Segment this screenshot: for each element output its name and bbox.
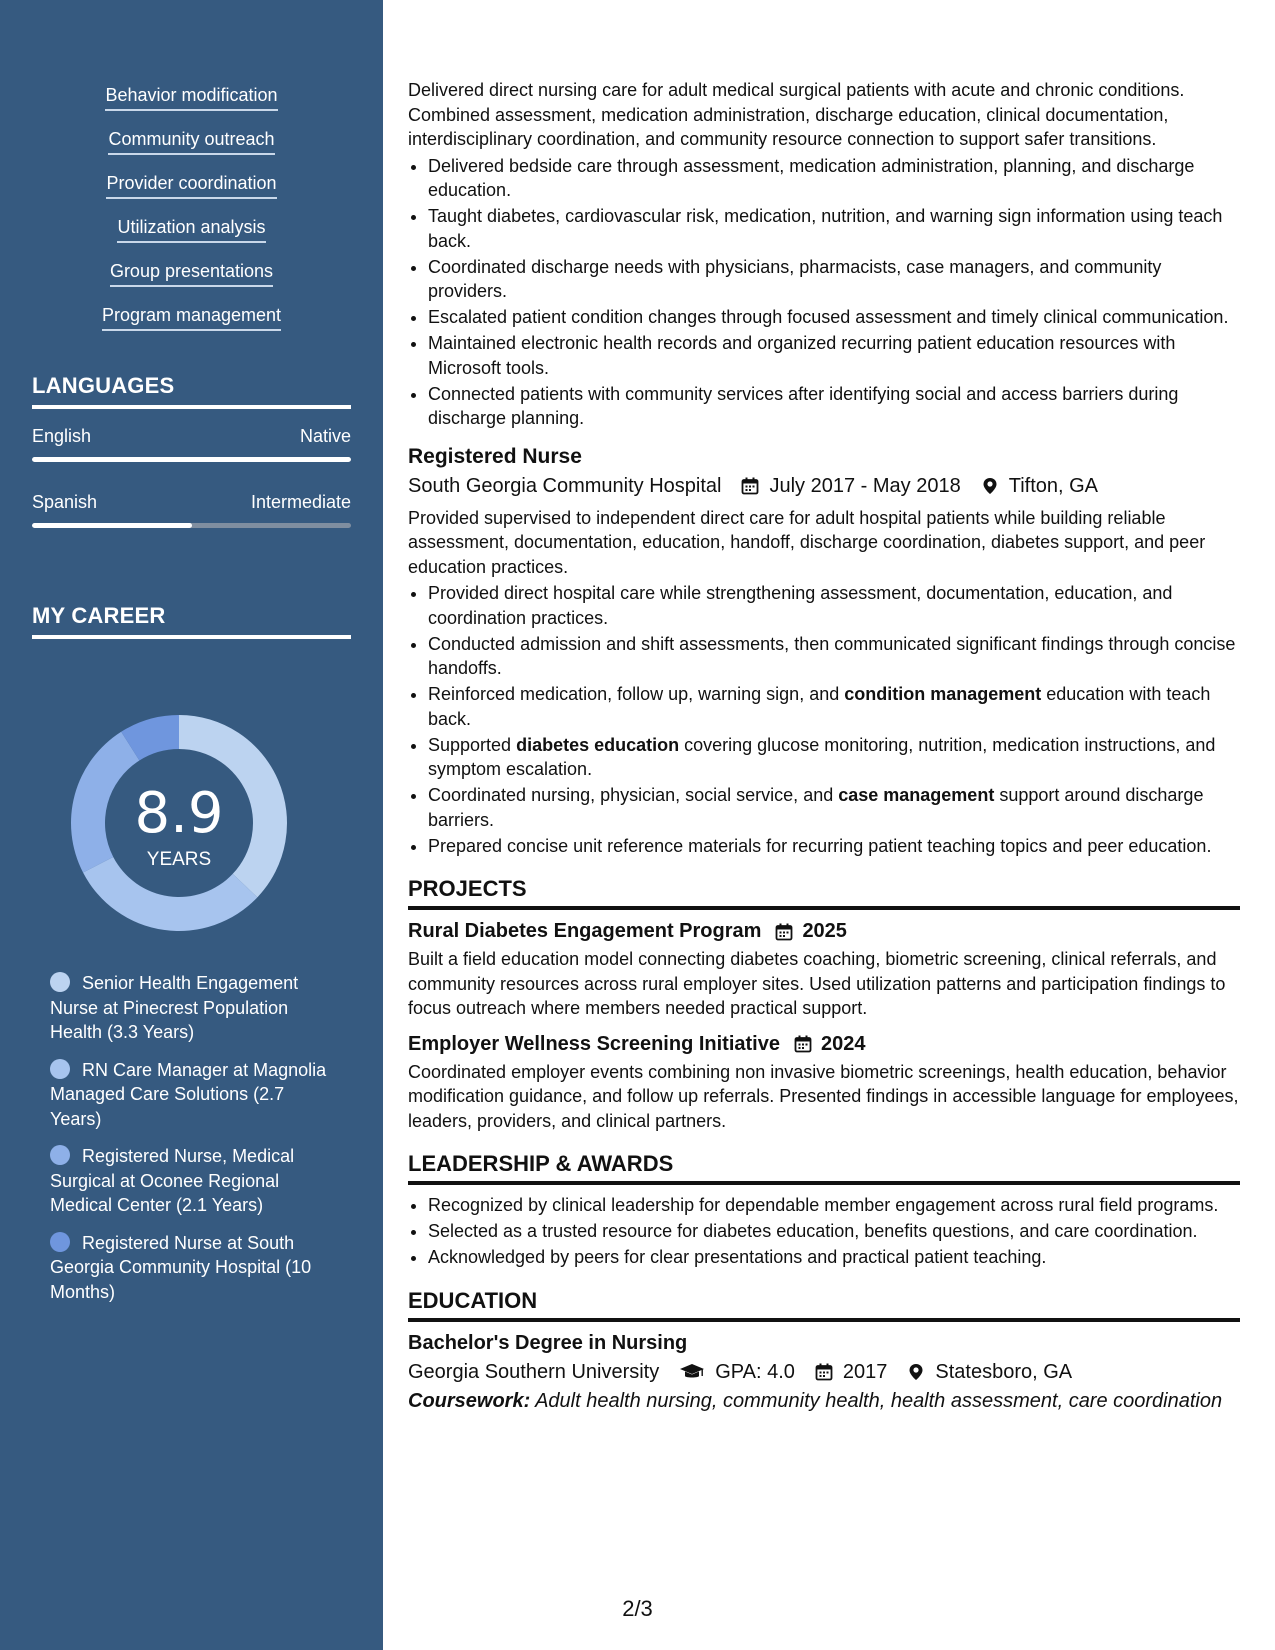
legend-dot [50,972,70,992]
project-title: Employer Wellness Screening Initiative 2024 [408,1032,866,1055]
project-year: 2025 [802,920,847,942]
project-description: Built a field education model connecting diabetes coaching, biometric screening, clinical referrals, and community resources across rural employer sites. Used utilization patterns and participation findings to focus outreach where members needed practical support. [408,949,1226,1018]
language-level: Native [299,426,351,446]
calendar-icon [815,1363,833,1381]
language-name: Spanish [32,492,98,512]
skill-item: Program management [102,304,281,331]
language-bar [32,523,351,528]
career-heading: MY CAREER [32,603,351,639]
career-legend-item [50,1144,340,1218]
career-legend [50,971,340,1317]
coursework: Coursework: Adult health nursing, community health, health assessment, care coordination [408,1389,1223,1412]
education-location: Statesboro, GA [935,1360,1073,1383]
language-bar [32,457,351,462]
language-bar-fill [32,457,351,462]
language-english [32,426,351,462]
bullet-item: • Prepared concise unit reference materials for recurring patient teaching topics and peer education. [428,834,1240,859]
project-title: Rural Diabetes Engagement Program 2025 [408,920,847,942]
bullet-item: • Escalated patient condition changes through focused assessment and timely clinical communication. [428,305,1240,330]
career-donut-chart [64,708,294,938]
bullet-item: • Conducted admission and shift assessments, then communicated significant findings through concise handoffs. [428,632,1240,681]
projects-heading: PROJECTS [408,876,1240,910]
main-content [408,78,1240,1413]
skill-item: Provider coordination [106,172,276,199]
bullet-item: • Recognized by clinical leadership for dependable member engagement across rural field programs. [428,1193,1240,1218]
project-description: Coordinated employer events combining non invasive biometric screenings, health education, behavior modification guidance, and follow up referrals. Presented findings in accessible language for employees, leaders, providers, and clinical partners. [408,1061,1239,1131]
job-meta [408,475,1240,498]
legend-label: Registered Nurse at South Georgia Community Hospital (10 Months) [50,1232,312,1302]
job-location: Tifton, GA [1008,474,1099,497]
job-summary: Delivered direct nursing care for adult medical surgical patients with acute and chronic conditions. Combined assessment, medication administration, discharge education, clinical documentation, interdisciplinary coordination, and community resource connection to support safer transitions. [408,80,1185,149]
skill-item: Group presentations [110,260,273,287]
project-year: 2024 [820,1032,866,1055]
bullet-item: • Delivered bedside care through assessment, medication administration, planning, and discharge education. [428,154,1240,203]
employer: South Georgia Community Hospital [408,474,722,497]
location-pin-icon [981,477,999,495]
leadership-list [408,1193,1240,1270]
gpa: GPA: 4.0 [715,1360,795,1383]
skill-item: Behavior modification [105,84,277,111]
job-dates: July 2017 - May 2018 [769,474,961,497]
legend-label: Senior Health Engagement Nurse at Pinecrest Population Health (3.3 Years) [50,973,299,1042]
career-total: 8.9 [134,781,224,846]
language-bar-fill [32,523,192,528]
language-level: Intermediate [250,492,351,512]
bullet-item: • Connected patients with community services after identifying social and access barriers during discharge planning. [428,382,1240,431]
bullet-item: • Coordinated discharge needs with physicians, pharmacists, case managers, and community providers. [428,255,1240,304]
legend-dot [50,1232,70,1252]
language-name: English [32,426,92,446]
sidebar [0,0,383,1650]
career-legend-item [50,1058,340,1132]
calendar-icon [775,923,793,941]
degree: Bachelor's Degree in Nursing [408,1331,688,1354]
skills-list [0,84,383,348]
bullet-item: • Supported diabetes education covering glucose monitoring, nutrition, medication instructions, and symptom escalation. [428,733,1240,782]
bullet-item: • Acknowledged by peers for clear presentations and practical patient teaching. [428,1245,1240,1270]
legend-dot [50,1059,70,1079]
legend-dot [50,1145,70,1165]
job-title: Registered Nurse [408,444,582,468]
graduation-cap-icon [679,1363,705,1381]
bullet-item: • Coordinated nursing, physician, social service, and case management support around discharge barriers. [428,783,1240,832]
bullet-item: • Selected as a trusted resource for diabetes education, benefits questions, and care coordination. [428,1219,1240,1244]
language-spanish [32,492,351,528]
location-pin-icon [907,1363,925,1381]
graduation-year: 2017 [842,1360,888,1383]
bullet-item: • Taught diabetes, cardiovascular risk, medication, nutrition, and warning sign information using teach back. [428,204,1240,253]
legend-label: RN Care Manager at Magnolia Managed Care Solutions (2.7 Years) [50,1059,327,1129]
education-heading: EDUCATION [408,1288,1240,1322]
job-summary: Provided supervised to independent direct care for adult hospital patients while building reliable assessment, documentation, education, handoff, discharge coordination, diabetes support, and peer education practices. [408,507,1206,577]
skill-item: Utilization analysis [117,216,265,243]
career-unit: YEARS [146,849,212,870]
languages-heading: LANGUAGES [32,373,351,409]
leadership-heading: LEADERSHIP & AWARDS [408,1151,1240,1185]
school: Georgia Southern University [408,1360,660,1383]
calendar-icon [741,477,759,495]
education-meta [408,1361,1240,1384]
career-legend-item [50,1231,340,1305]
page-number: 2/3 [622,1596,653,1621]
bullet-item: • Maintained electronic health records and organized recurring patient education resources with Microsoft tools. [428,331,1240,380]
donut-segment-3 [71,732,139,873]
job-bullets [408,581,1240,858]
calendar-icon [794,1035,812,1053]
job-bullets [408,154,1240,431]
skill-item: Community outreach [108,128,274,155]
bullet-item: • Provided direct hospital care while strengthening assessment, documentation, education, and coordination practices. [428,581,1240,630]
bullet-item: • Reinforced medication, follow up, warning sign, and condition management education with teach back. [428,682,1240,731]
legend-label: Registered Nurse, Medical Surgical at Oconee Regional Medical Center (2.1 Years) [50,1146,295,1215]
career-legend-item [50,971,340,1045]
